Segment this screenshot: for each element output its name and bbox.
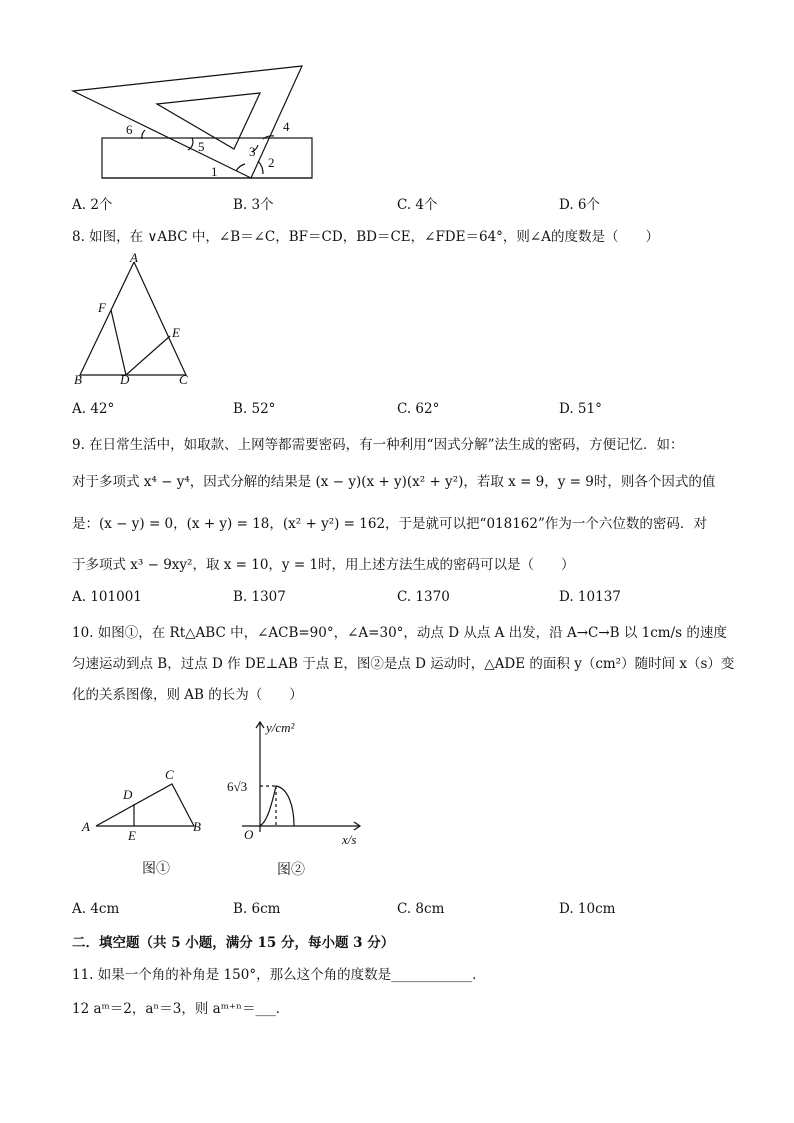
angle-label-6: 6 — [126, 122, 133, 137]
q9-option-c[interactable]: C. 1370 — [397, 589, 450, 605]
q8-label-a: A — [130, 250, 138, 265]
fig2-y-axis-label: y/cm² — [266, 720, 295, 735]
q9-option-d[interactable]: D. 10137 — [559, 589, 621, 605]
fig1-label-a: A — [82, 819, 90, 834]
fig1-label-c: C — [165, 767, 174, 782]
q8-label-b: B — [74, 372, 82, 387]
q9-line4: 于多项式 x³ − 9xy²，取 x = 10，y = 1时，用上述方法生成的密码可以是（ ） — [72, 557, 575, 573]
q8-figure — [70, 250, 200, 390]
fig2-caption: 图② — [277, 863, 305, 878]
q10-line3: 化的关系图像，则 AB 的长为（ ） — [72, 687, 303, 703]
fig1-label-b: B — [193, 819, 201, 834]
q9-line1: 9. 在日常生活中，如取款、上网等都需要密码，有一种利用“因式分解”法生成的密码，方便记忆．如： — [72, 437, 684, 453]
q10-option-b[interactable]: B. 6cm — [233, 901, 281, 917]
q8-text: 8. 如图，在 ∨ABC 中，∠B＝∠C，BF＝CD，BD＝CE，∠FDE＝64°，则∠A的度数是（ ） — [72, 229, 659, 245]
q7-figure — [60, 60, 330, 185]
q9-line2: 对于多项式 x⁴ − y⁴，因式分解的结果是 (x − y)(x + y)(x² + y²)，若取 x = 9，y = 9时，则各个因式的值 — [72, 474, 716, 490]
q7-option-c[interactable]: C. 4个 — [397, 197, 438, 213]
q8-option-d[interactable]: D. 51° — [559, 401, 602, 417]
q7-option-d[interactable]: D. 6个 — [559, 197, 601, 213]
q11-text: 11. 如果一个角的补角是 150°，那么这个角的度数是____________． — [72, 967, 486, 983]
q8-label-f: F — [98, 300, 106, 315]
fig1-label-d: D — [123, 787, 133, 802]
q8-label-c: C — [179, 372, 188, 387]
q9-option-b[interactable]: B. 1307 — [233, 589, 286, 605]
angle-label-3: 3 — [249, 144, 256, 159]
angle-label-4: 4 — [283, 119, 290, 134]
ruler-rect — [102, 138, 312, 178]
angle-label-5: 5 — [198, 139, 205, 154]
fig2-value-label: 6√3 — [227, 779, 248, 794]
angle-label-2: 2 — [268, 155, 275, 170]
fig2-origin-label: O — [244, 827, 254, 842]
q7-option-b[interactable]: B. 3个 — [233, 197, 274, 213]
q8-label-d: D — [120, 372, 130, 387]
q8-option-c[interactable]: C. 62° — [397, 401, 440, 417]
q8-label-e: E — [172, 325, 180, 340]
q8-option-a[interactable]: A. 42° — [72, 401, 115, 417]
fig1-caption: 图① — [142, 862, 170, 877]
q9-line3: 是：(x − y) = 0，(x + y) = 18，(x² + y²) = 162，于是就可以把“018162”作为一个六位数的密码．对 — [72, 516, 707, 532]
q10-figure-2 — [222, 712, 372, 882]
q7-option-a[interactable]: A. 2个 — [72, 197, 113, 213]
q10-line2: 匀速运动到点 B，过点 D 作 DE⊥AB 于点 E，图②是点 D 运动时，△ADE 的面积 y（cm²）随时间 x（s）变 — [72, 656, 735, 672]
q10-line1: 10. 如图①，在 Rt△ABC 中，∠ACB=90°，∠A=30°，动点 D 从点 A 出发，沿 A→C→B 以 1cm/s 的速度 — [72, 625, 727, 641]
q12-text: 12 aᵐ＝2，aⁿ＝3，则 aᵐ⁺ⁿ＝___． — [72, 1001, 290, 1017]
q10-option-c[interactable]: C. 8cm — [397, 901, 445, 917]
fig1-label-e: E — [128, 828, 136, 843]
q10-figure-1 — [76, 760, 216, 880]
angle-label-1: 1 — [211, 164, 218, 179]
q9-option-a[interactable]: A. 101001 — [72, 589, 142, 605]
fig2-x-axis-label: x/s — [342, 832, 357, 847]
triangle-ruler-inner — [157, 93, 260, 149]
q10-option-d[interactable]: D. 10cm — [559, 901, 616, 917]
q8-option-b[interactable]: B. 52° — [233, 401, 276, 417]
q10-option-a[interactable]: A. 4cm — [72, 901, 120, 917]
section-2-title: 二．填空题（共 5 小题，满分 15 分，每小题 3 分） — [72, 935, 395, 951]
